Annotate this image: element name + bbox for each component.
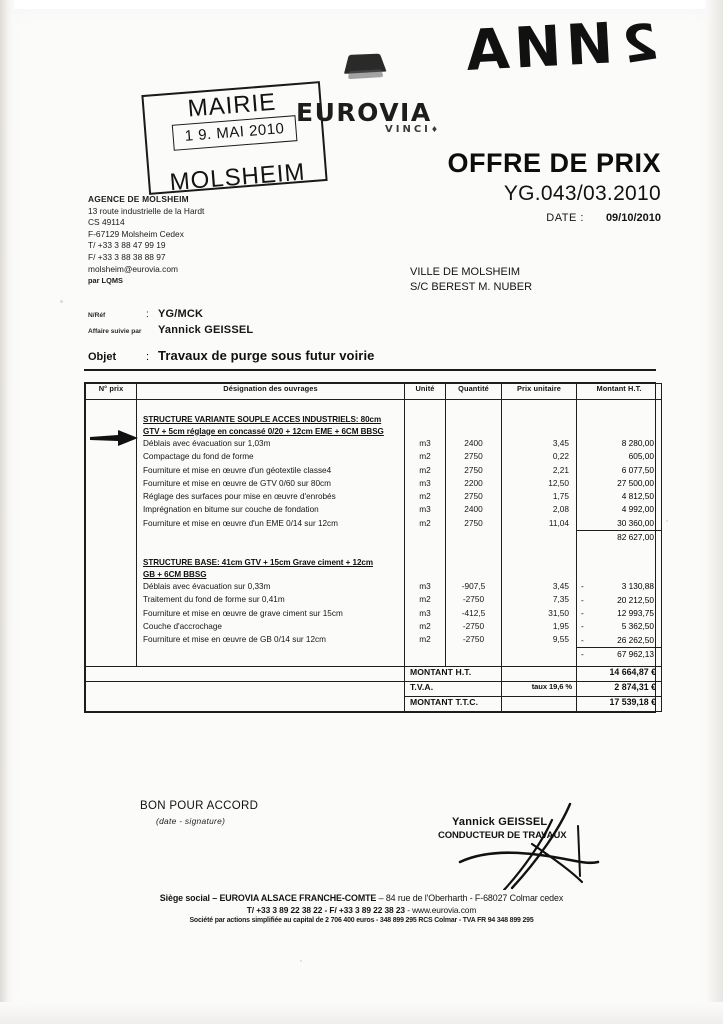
brand-name: EUROVIA	[296, 98, 432, 127]
footer-line-1	[0, 893, 723, 903]
amount-line	[577, 634, 661, 647]
row-amount: 605,00	[628, 451, 654, 462]
offer-date-label: DATE :	[546, 212, 584, 224]
nref-label: N/Réf	[88, 312, 106, 319]
row-amount: 4 992,00	[621, 504, 654, 515]
col-header-designation: Désignation des ouvrages	[137, 384, 405, 400]
brand-group	[385, 124, 438, 135]
section-2-title-line2: GB + 6CM BBSG	[143, 569, 207, 579]
row-unit-price: 11,04	[548, 517, 569, 528]
row-unit-price: 1,95	[552, 620, 569, 631]
footer-phones: T/ +33 3 89 22 38 22 - F/ +33 3 89 22 38 23	[246, 905, 405, 915]
section-2	[137, 557, 404, 646]
row-unit: m3	[419, 607, 431, 618]
row-designation: Déblais avec évacuation sur 0,33m	[143, 582, 271, 592]
row-quantity: 2400	[464, 438, 483, 448]
row-unit-price: 31,50	[548, 607, 569, 618]
handwritten-annotation	[464, 9, 663, 84]
agency-street: 13 route industrielle de la Hardt	[88, 205, 205, 216]
negative-sign: -	[581, 594, 584, 605]
amount-line	[577, 647, 661, 661]
eurovia-logo-icon	[344, 54, 387, 74]
handwritten-signature	[420, 800, 610, 890]
total-tva-label: T.V.A.	[405, 682, 502, 697]
negative-sign: -	[581, 634, 584, 645]
nref-value: YG/MCK	[158, 308, 204, 320]
row-unit: m2	[419, 620, 431, 631]
total-tva-amount: 2 874,31 €	[577, 682, 662, 697]
scan-edge-top	[0, 0, 723, 9]
total-ttc-rate	[502, 697, 577, 712]
row-amount: 5 362,50	[621, 621, 654, 632]
section-1-subtotal: 82 627,00	[576, 530, 661, 544]
col-header-no: N° prix	[86, 384, 137, 400]
section-1-title-line2: GTV + 5cm réglage en concassé 0/20 + 12cm EME + 6CM BBSG	[143, 426, 384, 436]
row-designation: Fourniture et mise en œuvre d'un EME 0/14 sur 12cm	[143, 518, 338, 528]
recipient-line-1: VILLE DE MOLSHEIM	[410, 266, 521, 278]
row-amount: 6 077,50	[621, 464, 654, 475]
row-unit-price: 7,35	[552, 594, 569, 605]
accord-sub-label: (date - signature)	[156, 816, 226, 826]
table-body-row	[86, 400, 662, 667]
cell-designation	[137, 400, 405, 667]
row-designation: Couche d'accrochage	[143, 621, 222, 631]
row-quantity: 2200	[464, 477, 483, 488]
row-amount: 20 212,50	[617, 594, 654, 605]
table-header-row	[86, 384, 662, 400]
signatory-role: CONDUCTEUR DE TRAVAUX	[438, 830, 567, 841]
row-unit-price: 0,22	[552, 451, 569, 462]
amount-line	[577, 580, 661, 593]
row-unit: m2	[419, 634, 431, 645]
agency-phone: T/ +33 3 88 47 99 19	[88, 240, 166, 251]
section-1-title-line1: STRUCTURE VARIANTE SOUPLE ACCES INDUSTRIELS: 80cm	[143, 415, 382, 424]
row-unit: m3	[419, 438, 431, 448]
footer-line-2	[0, 905, 723, 915]
offer-date-value: 09/10/2010	[605, 212, 661, 224]
section-2-subtotal: 67 962,13	[576, 647, 661, 661]
footer-line-3: Société par actions simplifiée au capital de 2 706 400 euros - 348 899 295 RCS Colmar - TVA FR 94 348 899 295	[189, 917, 534, 924]
recipient-line-2: S/C BEREST M. NUBER	[410, 281, 533, 293]
agency-cs: CS 49114	[88, 217, 125, 228]
negative-sign: -	[581, 607, 584, 618]
row-amount: 30 360,00	[617, 517, 654, 528]
offer-date	[546, 212, 661, 224]
row-quantity: 2750	[464, 464, 483, 475]
row-unit-price: 1,75	[552, 491, 569, 502]
row-unit: m3	[419, 477, 431, 488]
agency-name: AGENCE DE MOLSHEIM	[88, 194, 189, 204]
header-divider	[84, 369, 656, 371]
offer-reference: YG.043/03.2010	[503, 182, 661, 205]
reference-row-followed-by	[88, 324, 253, 340]
total-tva-rate: taux 19,6 %	[502, 682, 577, 697]
row-unit: m2	[419, 464, 431, 475]
total-ttc-amount: 17 539,18 €	[577, 697, 662, 712]
brand-group-mark-icon: ♦	[430, 125, 439, 134]
section-1	[137, 414, 404, 530]
negative-sign: -	[581, 581, 584, 592]
col-header-amount: Montant H.T.	[577, 384, 662, 400]
row-amount: 12 993,75	[617, 607, 654, 618]
row-designation: Fourniture et mise en œuvre d'un géotextile classe4	[143, 465, 332, 475]
agency-city: F-67129 Molsheim Cedex	[88, 228, 184, 239]
row-amount: 4 812,50	[621, 491, 654, 502]
row-designation: Déblais avec évacuation sur 1,03m	[143, 439, 271, 448]
handwritten-annotation-number: 2	[613, 12, 663, 76]
row-quantity: 2400	[464, 504, 483, 515]
cell-unit	[405, 400, 446, 667]
reference-block	[88, 308, 253, 340]
row-designation: Fourniture et mise en œuvre de GB 0/14 sur 12cm	[143, 635, 326, 645]
totals-blank-2	[86, 682, 405, 697]
row-unit: m2	[419, 491, 431, 502]
row-unit: m2	[419, 451, 431, 462]
row-unit-price: 12,50	[548, 477, 569, 488]
page-title: OFFRE DE PRIX	[447, 148, 661, 178]
row-unit: m2	[419, 517, 431, 528]
total-ht-amount: 14 664,87 €	[577, 667, 662, 682]
object-label: Objet	[88, 351, 117, 363]
row-quantity: -2750	[462, 620, 485, 631]
row-unit-price: 2,21	[552, 464, 569, 475]
totals-blank-1	[86, 667, 405, 682]
row-quantity: -2750	[462, 594, 485, 605]
followed-by-value: Yannick GEISSEL	[158, 324, 254, 336]
col-header-quantity: Quantité	[446, 384, 502, 400]
col-header-unit-price: Prix unitaire	[502, 384, 577, 400]
cell-unit-price	[502, 400, 577, 667]
followed-by-label: Affaire suivie par	[88, 328, 142, 335]
row-designation: Fourniture et mise en œuvre de GTV 0/60 sur 80cm	[143, 478, 331, 488]
brand-group-label: VINCI	[385, 124, 431, 135]
row-unit-price: 3,45	[552, 438, 569, 448]
totals-row-ht	[86, 667, 662, 682]
row-quantity: 2750	[464, 517, 483, 528]
totals-row-ttc	[86, 697, 662, 712]
scan-edge-left	[0, 0, 14, 1024]
row-unit-price: 2,08	[552, 504, 569, 515]
row-quantity: 2750	[464, 491, 483, 502]
scan-edge-bottom	[0, 1002, 723, 1024]
nref-colon: :	[146, 309, 149, 320]
col-header-unit: Unité	[405, 384, 446, 400]
row-unit: m2	[419, 594, 431, 605]
negative-sign: -	[581, 621, 584, 632]
row-designation: Traitement du fond de forme sur 0,41m	[143, 595, 285, 605]
signatory-name: Yannick GEISSEL	[452, 816, 548, 828]
footer-address: – 84 rue de l'Oberharth - F-68027 Colmar cedex	[376, 893, 564, 903]
row-amount: 26 262,50	[617, 634, 654, 645]
total-ht-rate	[502, 667, 577, 682]
stamp-line-molsheim: MOLSHEIM	[168, 158, 307, 197]
scan-speck	[60, 300, 63, 303]
amount-line	[577, 594, 661, 607]
row-amount: 8 280,00	[621, 438, 654, 448]
section-2-title-line1: STRUCTURE BASE: 41cm GTV + 15cm Grave ciment + 12cm	[143, 558, 374, 568]
totals-row-tva	[86, 682, 662, 697]
row-unit-price: 3,45	[552, 581, 569, 592]
agency-email[interactable]: molsheim@eurovia.com	[88, 263, 178, 274]
footer-block	[0, 893, 723, 924]
cell-amount	[577, 400, 662, 667]
object-line	[88, 348, 375, 363]
object-colon: :	[146, 351, 150, 363]
row-quantity: -2750	[462, 634, 485, 645]
handwritten-annotation-text: ANN	[464, 11, 620, 84]
row-quantity: 2750	[464, 451, 483, 462]
cell-quantity	[446, 400, 502, 667]
agency-lqms: par LQMS	[88, 276, 123, 286]
row-designation: Compactage du fond de forme	[143, 452, 254, 462]
total-ht-label: MONTANT H.T.	[405, 667, 502, 682]
row-designation: Réglage des surfaces pour mise en œuvre d'enrobés	[143, 492, 336, 502]
recipient-block	[410, 265, 532, 295]
agency-fax: F/ +33 3 88 38 88 97	[88, 251, 166, 262]
stamp-date: 1 9. MAI 2010	[184, 120, 286, 145]
cell-no	[86, 400, 137, 667]
accord-label: BON POUR ACCORD	[140, 800, 259, 812]
row-designation: Imprégnation en bitume sur couche de fondation	[143, 505, 319, 515]
row-designation: Fourniture et mise en œuvre de grave ciment sur 15cm	[143, 608, 343, 618]
row-quantity: -907,5	[461, 581, 486, 592]
totals-blank-3	[86, 697, 405, 712]
negative-sign: -	[581, 648, 584, 659]
row-amount: 3 130,88	[621, 581, 654, 592]
accord-block	[140, 800, 258, 826]
row-unit-price: 9,55	[552, 634, 569, 645]
stamp-line-mairie: MAIRIE	[186, 88, 278, 123]
amount-line	[577, 607, 661, 620]
footer-company: Siège social – EUROVIA ALSACE FRANCHE-COMTE	[159, 893, 377, 903]
footer-website[interactable]: - www.eurovia.com	[404, 905, 477, 915]
scan-speck	[666, 520, 668, 522]
scan-speck	[300, 960, 302, 962]
row-unit: m3	[419, 581, 431, 592]
scan-edge-right	[705, 0, 723, 1024]
reference-row-nref	[88, 308, 253, 324]
price-table	[84, 382, 656, 713]
total-ttc-label: MONTANT T.T.C.	[405, 697, 502, 712]
row-unit: m3	[419, 504, 431, 515]
object-value: Travaux de purge sous futur voirie	[158, 348, 375, 363]
row-quantity: -412,5	[461, 607, 486, 618]
row-amount: 27 500,00	[617, 477, 654, 488]
agency-address-block	[88, 194, 204, 287]
amount-line	[577, 620, 661, 633]
